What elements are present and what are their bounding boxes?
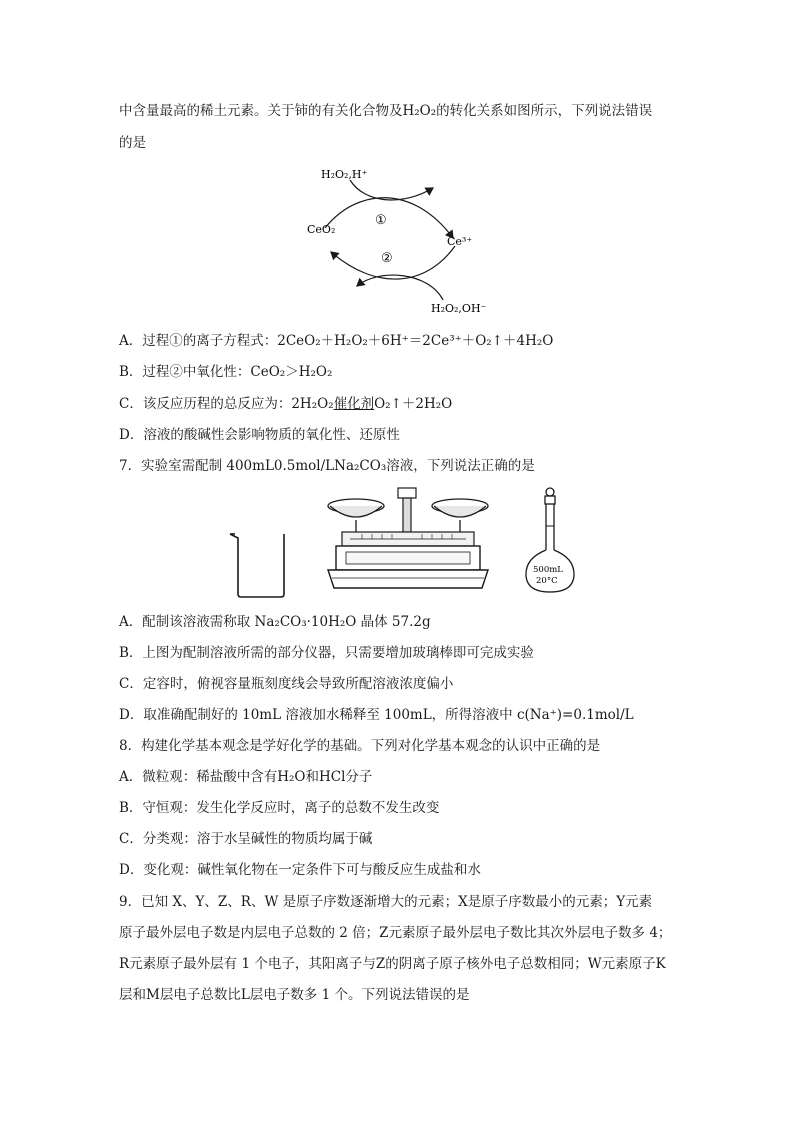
- q9-line-1: 9．已知 X、Y、Z、R、W 是原子序数逐渐增大的元素；X是原子序数最小的元素；Y元素: [119, 894, 653, 910]
- arc-top-reagent: [350, 180, 433, 200]
- q6-option-c-catalyst: 催化剂: [333, 396, 375, 412]
- intro-line-1: 中含量最高的稀土元素。关于铈的有关化合物及H₂O₂的转化关系如图所示，下列说法错误: [119, 103, 653, 119]
- q6-option-c-prefix: C．该反应历程的总反应为：2H₂O₂: [119, 396, 334, 412]
- species-ce3plus: Ce³⁺: [447, 235, 473, 248]
- q9-line-3: R元素原子最外层有 1 个电子，其阳离子与Z的阴离子原子核外电子总数相同；W元素原子K: [119, 956, 666, 972]
- reagent-bottom: H₂O₂,OH⁻: [431, 302, 487, 315]
- q8-option-c: C．分类观：溶于水呈碱性的物质均属于碱: [119, 831, 373, 847]
- q7-option-c: C．定容时，俯视容量瓶刻度线会导致所配溶液浓度偏小: [119, 676, 454, 692]
- q7-option-b: B．上图为配制溶液所需的部分仪器，只需要增加玻璃棒即可完成实验: [119, 645, 534, 661]
- balance-figure: [322, 484, 492, 594]
- arc-bottom: [331, 246, 455, 279]
- arc-top: [325, 198, 453, 238]
- q8-stem: 8．构建化学基本观念是学好化学的基础。下列对化学基本观念的认识中正确的是: [119, 738, 601, 754]
- ceria-cycle-diagram: [295, 160, 495, 322]
- intro-line-2: 的是: [119, 135, 146, 151]
- q6-option-a: [119, 332, 553, 350]
- q9-line-2: 原子最外层电子数是内层电子总数的 2 倍；Z元素原子最外层电子数比其次外层电子数多 4；: [119, 925, 672, 941]
- q8-option-d: D．变化观：碱性氧化物在一定条件下可与酸反应生成盐和水: [119, 862, 481, 878]
- q6-option-d: D．溶液的酸碱性会影响物质的氧化性、还原性: [119, 427, 400, 443]
- q8-option-a: A．微粒观：稀盐酸中含有H₂O和HCl分子: [119, 769, 373, 785]
- step-2-label: ②: [381, 251, 393, 266]
- volumetric-flask-figure: [520, 486, 580, 596]
- q6-option-c: [119, 395, 452, 413]
- beaker-figure: [226, 530, 296, 600]
- q8-option-b: B．守恒观：发生化学反应时，离子的总数不发生改变: [119, 800, 440, 816]
- q7-stem: 7．实验室需配制 400mL0.5mol/LNa₂CO₃溶液，下列说法正确的是: [119, 458, 535, 474]
- reagent-top: H₂O₂,H⁺: [321, 168, 368, 181]
- flask-label-volume: 500mL: [533, 565, 563, 575]
- q9-line-4: 层和M层电子总数比L层电子数多 1 个。下列说法错误的是: [119, 987, 470, 1003]
- q7-option-d: D．取准确配制好的 10mL 溶液加水稀释至 100mL，所得溶液中 c(Na⁺)=0.1mol/L: [119, 707, 634, 723]
- q6-option-a-prefix: A．过程①的离子方程式：: [119, 333, 278, 349]
- flask-label-temperature: 20°C: [536, 576, 558, 586]
- q6-option-a-equation: 2CeO₂＋H₂O₂＋6H⁺＝2Ce³⁺＋O₂↑＋4H₂O: [277, 333, 554, 349]
- q6-option-c-suffix: O₂↑＋2H₂O: [374, 396, 453, 412]
- q6-option-b: B．过程②中氧化性：CeO₂＞H₂O₂: [119, 364, 333, 380]
- q7-option-a: A．配制该溶液需称取 Na₂CO₃·10H₂O 晶体 57.2g: [119, 614, 431, 630]
- step-1-label: ①: [375, 213, 387, 228]
- species-ceo2: CeO₂: [307, 223, 336, 236]
